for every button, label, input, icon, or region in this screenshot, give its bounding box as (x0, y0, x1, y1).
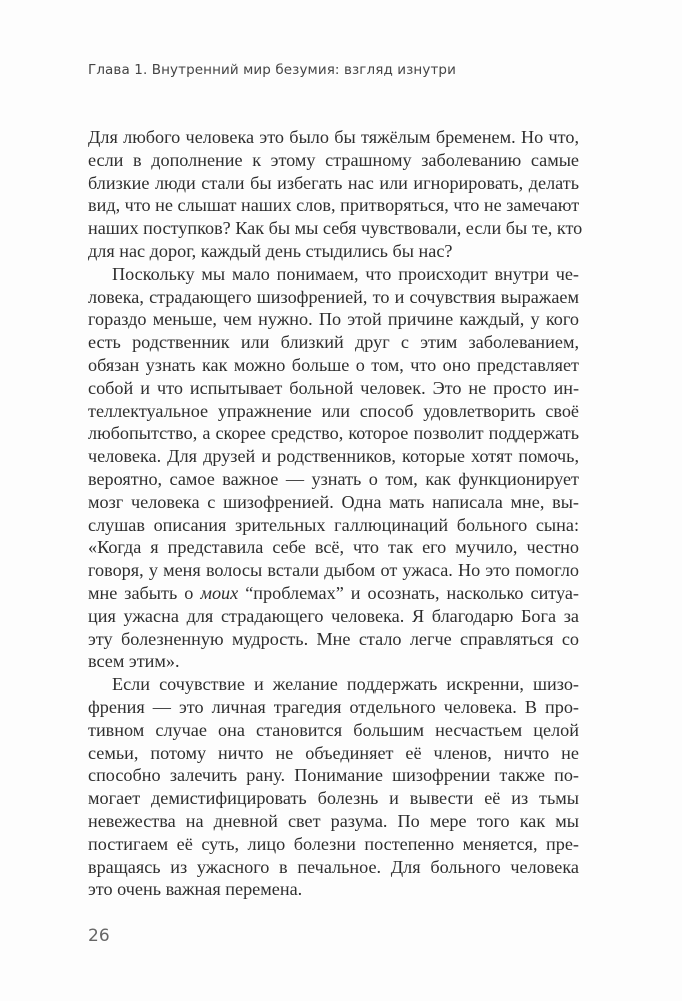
text-line: «Когда я представила себе всё, что так его мучило, честно (88, 537, 579, 558)
text-line: собой и что испытывает больной человек. Это не просто ин- (88, 377, 579, 398)
text-line: Поскольку мы мало понимаем, что происходит внутри че- (112, 263, 579, 284)
text-line: говоря, у меня волосы встали дыбом от ужаса. Но это помогло (88, 560, 579, 581)
text-run: мне забыть о (88, 582, 201, 603)
text-line: невежества на дневной свет разума. По мере того как мы (88, 810, 579, 831)
running-header: Глава 1. Внутренний мир безумия: взгляд изнутри (88, 62, 456, 78)
paragraph-2 (88, 263, 579, 673)
text-line: способно залечить рану. Понимание шизофрении также по- (88, 765, 579, 786)
text-line: семьи, потому ничто не объединяет её членов, ничто не (88, 742, 579, 763)
text-line: Если сочувствие и желание поддержать искренни, шизо- (112, 674, 579, 695)
text-line: эту болезненную мудрость. Мне стало легче справляться со (88, 628, 579, 649)
text-line: близкие люди стали бы избегать нас или игнорировать, делать (88, 172, 579, 193)
text-line: вращаясь из ужасного в печальное. Для больного человека (88, 856, 579, 877)
text-line: наших поступков? Как бы мы себя чувствовали, если бы те, кто (88, 218, 583, 239)
text-line: слушав описания зрительных галлюцинаций больного сына: (88, 514, 579, 535)
text-line: теллектуальное упражнение или способ удовлетворить своё (88, 400, 579, 421)
text-line: это очень важная перемена. (88, 879, 303, 900)
text-run: “проблемах” и осознать, насколько ситуа- (238, 582, 579, 603)
paragraph-3 (88, 673, 579, 901)
text-line: Для любого человека это было бы тяжёлым бременем. Но что, (88, 127, 579, 147)
text-line: вероятно, самое важное — узнать о том, как функционирует (88, 468, 579, 489)
text-line: ция ужасна для страдающего человека. Я благодарю Бога за (88, 605, 579, 626)
page-number: 26 (88, 926, 110, 946)
text-line: френия — это личная трагедия отдельного человека. В про- (88, 696, 579, 717)
text-line: для нас дорог, каждый день стыдились бы нас? (88, 240, 453, 261)
text-line: постигаем её суть, лицо болезни постепенно меняется, пре- (88, 833, 579, 854)
text-line: любопытство, а скорее средство, которое позволит поддержать (88, 423, 579, 444)
text-line: тивном случае она становится большим несчастьем целой (88, 719, 579, 740)
text-line: мозг человека с шизофренией. Одна мать написала мне, вы- (88, 491, 579, 512)
paragraph-1 (88, 126, 583, 263)
text-line: ловека, страдающего шизофренией, то и сочувствия выражаем (88, 286, 579, 307)
text-line: гораздо меньше, чем нужно. По этой причине каждый, у кого (88, 309, 579, 330)
page-body (88, 126, 583, 901)
text-line: если в дополнение к этому страшному заболеванию самые (88, 149, 579, 170)
text-line: могает демистифицировать болезнь и вывести её из тьмы (88, 788, 579, 809)
text-line-with-italic (88, 582, 579, 605)
text-line: человека. Для друзей и родственников, которые хотят помочь, (88, 446, 579, 467)
text-line: есть родственник или близкий друг с этим заболеванием, (88, 332, 579, 353)
italic-word: моих (200, 582, 239, 603)
text-line: всем этим». (88, 651, 180, 672)
text-line: обязан узнать как можно больше о том, что оно представляет (88, 354, 579, 375)
text-line: вид, что не слышат наших слов, притворяться, что не замечают (88, 195, 580, 216)
